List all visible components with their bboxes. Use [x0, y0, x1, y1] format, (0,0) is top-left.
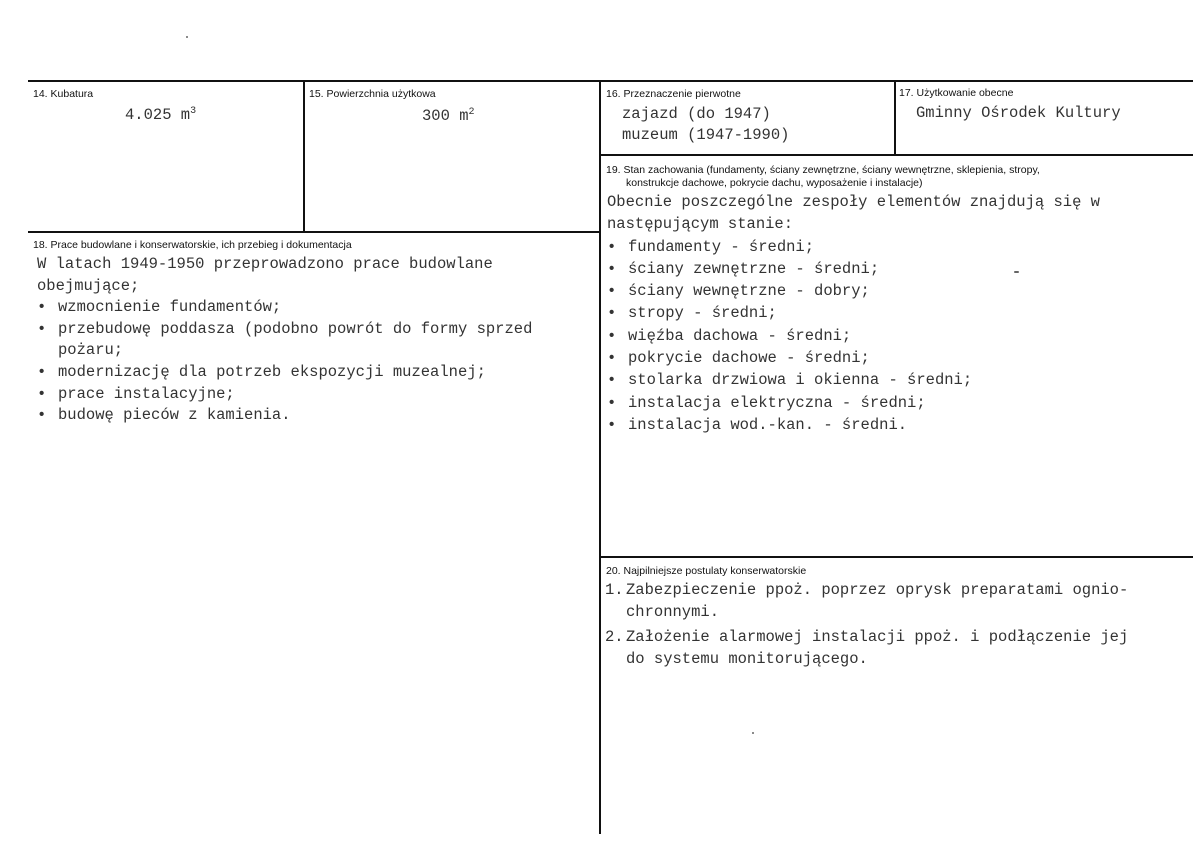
bullet-icon: • — [37, 298, 47, 317]
powierzchnia-value: 300 $m^2$ — [422, 106, 475, 125]
postulaty-label: 20. Najpilniejsze postulaty konserwatorskie — [606, 565, 807, 577]
prace-list — [37, 297, 532, 427]
list-item: • przebudowę poddasza (podobno powrót do formy sprzed pożaru; — [37, 319, 533, 360]
bullet-icon: • — [607, 259, 617, 278]
item-number: 2. — [605, 628, 624, 647]
przeznaczenie-line: muzeum (1947-1990) — [622, 126, 790, 144]
list-item: • stolarka drzwiowa i okienna - średni; — [607, 369, 1100, 391]
col-divider-16-17 — [894, 80, 896, 155]
bullet-icon: • — [607, 415, 617, 434]
list-item: • fundamenty - średni; — [607, 236, 1100, 258]
stan-label-line: konstrukcje dachowe, pokrycie dachu, wyposażenie i instalacje) — [626, 176, 923, 189]
prace-intro-line: W latach 1949-1950 przeprowadzono prace budowlane — [37, 255, 493, 273]
stan-intro-line: Obecnie poszczególne zespoły elementów znajdują się w — [607, 193, 1100, 211]
stan-intro-line: następującym stanie: — [607, 215, 794, 234]
bullet-icon: • — [607, 326, 617, 345]
bullet-icon: • — [37, 362, 47, 381]
row-divider-18 — [28, 231, 601, 233]
list-item: • prace instalacyjne; — [37, 384, 532, 406]
bullet-icon: • — [607, 393, 617, 412]
postulaty-content — [605, 580, 1128, 670]
powierzchnia-unit-sup: 2 — [468, 106, 475, 118]
list-item: • stropy - średni; — [607, 302, 1100, 324]
bullet-icon: • — [37, 406, 47, 425]
list-item: • instalacja elektryczna - średni; — [607, 392, 1100, 414]
list-item: 2. Założenie alarmowej instalacji ppoż. i podłączenie jej do systemu monitorującego. — [605, 628, 1129, 668]
list-item: • wzmocnienie fundamentów; — [37, 297, 532, 319]
przeznaczenie-label: 16. Przeznaczenie pierwotne — [606, 88, 741, 100]
list-item: 1. Zabezpieczenie ppoż. poprzez oprysk preparatami ognio- chronnymi. — [605, 581, 1129, 621]
postulaty-list — [605, 580, 1128, 670]
prace-content — [37, 254, 532, 427]
stan-list — [607, 236, 1100, 437]
col-divider-main — [599, 80, 601, 834]
list-item: • modernizację dla potrzeb ekspozycji muzealnej; — [37, 362, 532, 384]
row-divider-20 — [601, 556, 1193, 558]
list-item: • ściany zewnętrzne - średni; — [607, 258, 1100, 280]
przeznaczenie-value — [622, 104, 789, 146]
stan-label — [606, 164, 1040, 189]
list-item: • budowę pieców z kamienia. — [37, 405, 532, 427]
list-item: • pokrycie dachowe - średni; — [607, 347, 1100, 369]
uzytkowanie-label: 17. Użytkowanie obecne — [899, 87, 1014, 99]
kubatura-label: 14. Kubatura — [33, 88, 94, 100]
scan-speck — [752, 732, 754, 734]
bullet-icon: • — [37, 319, 47, 338]
powierzchnia-label: 15. Powierzchnia użytkowa — [309, 88, 436, 100]
scan-speck — [186, 36, 188, 38]
kubatura-unit-sup: 3 — [190, 105, 197, 117]
bullet-icon: • — [607, 282, 617, 301]
uzytkowanie-value: Gminny Ośrodek Kultury — [916, 104, 1121, 122]
col-divider-14-15 — [303, 80, 305, 232]
stan-label-line: 19. Stan zachowania (fundamenty, ściany zewnętrzne, ściany wewnętrzne, sklepienia, stropy, — [606, 164, 1040, 176]
bullet-icon: • — [607, 304, 617, 323]
row-divider-19 — [601, 154, 1193, 156]
prace-label: 18. Prace budowlane i konserwatorskie, ich przebieg i dokumentacja — [33, 239, 352, 251]
stan-content — [607, 191, 1100, 436]
bullet-icon: • — [37, 384, 47, 403]
list-item: • instalacja wod.-kan. - średni. — [607, 414, 1100, 436]
list-item: • więźba dachowa - średni; — [607, 325, 1100, 347]
kubatura-value: 4.025 $m^3$ — [125, 105, 197, 124]
bullet-icon: • — [607, 371, 617, 390]
bullet-icon: • — [607, 349, 617, 368]
top-border-line — [28, 80, 1193, 82]
prace-intro-line: obejmujące; — [37, 276, 140, 295]
bullet-icon: • — [607, 237, 617, 256]
list-item: • ściany wewnętrzne - dobry; — [607, 280, 1100, 302]
item-number: 1. — [605, 581, 624, 599]
przeznaczenie-line: zajazd (do 1947) — [622, 105, 771, 123]
